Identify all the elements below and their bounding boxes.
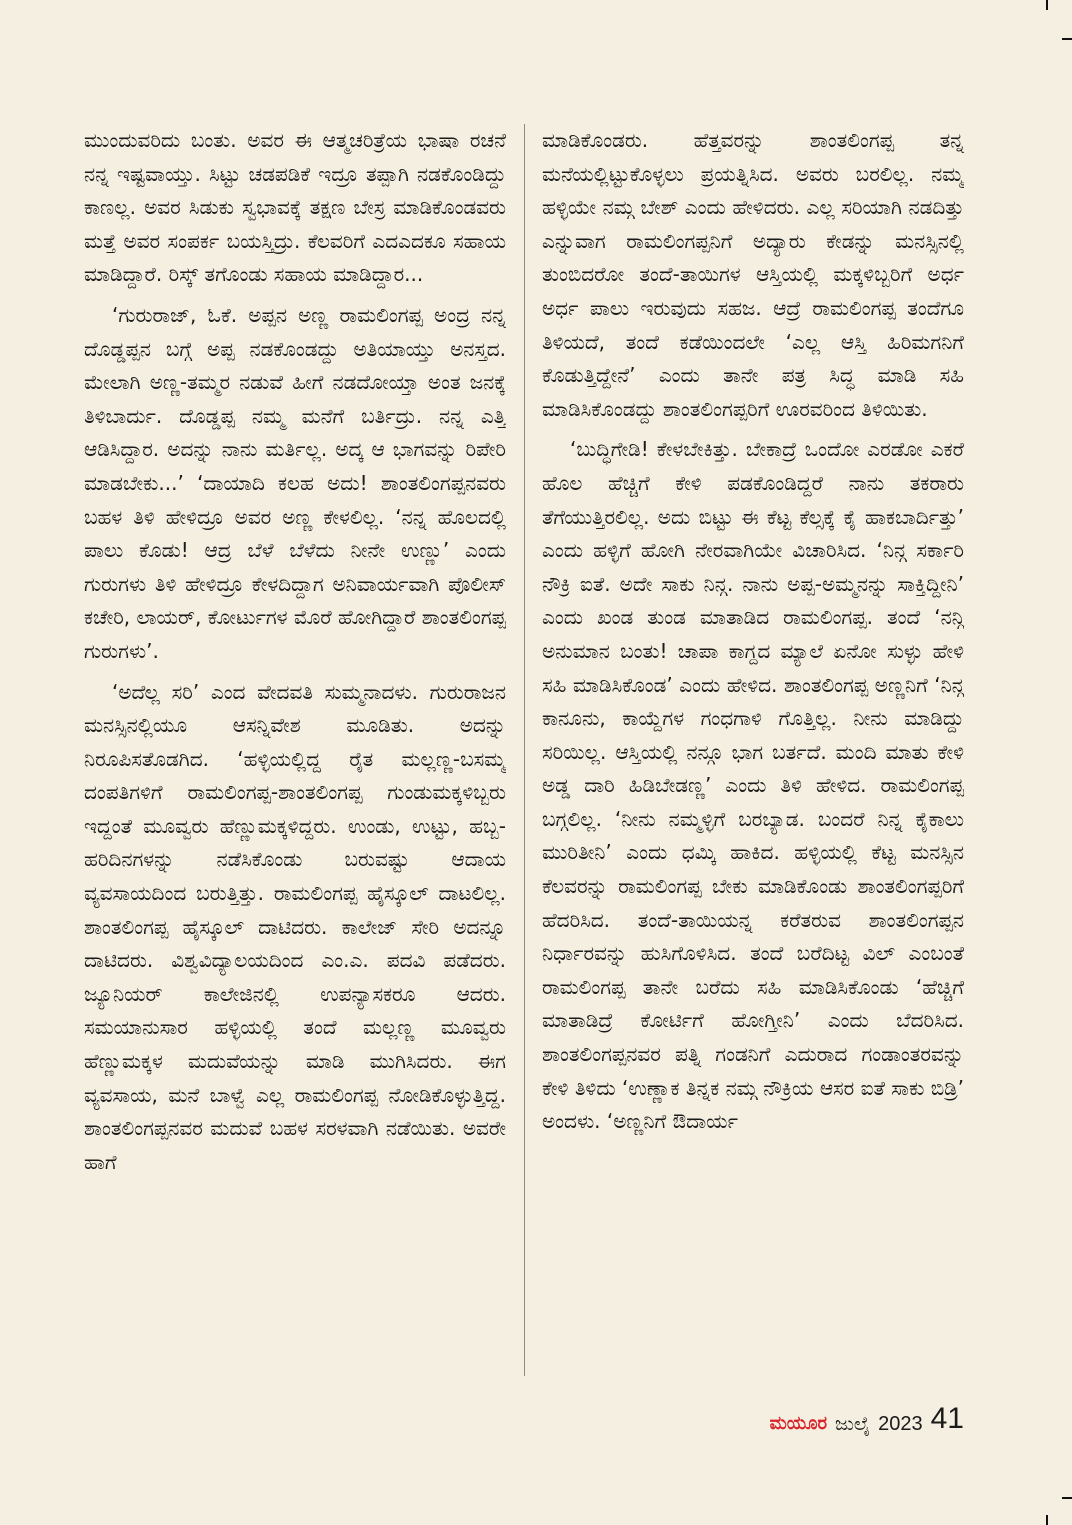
paragraph: ಮುಂದುವರಿದು ಬಂತು. ಅವರ ಈ ಆತ್ಮಚರಿತ್ರೆಯ ಭಾಷಾ ರಚನೆ ನನ್ನ ಇಷ್ಟವಾಯ್ತು. ಸಿಟ್ಟು ಚಡಪಡಿಕೆ ಇದ್ರೂ ತಪ್ಪಾಗಿ ನಡಕೊಂಡಿದ್ದು ಕಾಣಲ್ಲ. ಅವರ ಸಿಡುಕು ಸ್ವಭಾವಕ್ಕೆ ತಕ್ಷಣ ಬೇಸ್ರ ಮಾಡಿಕೊಂಡವರು ಮತ್ತೆ ಅವರ ಸಂಪರ್ಕ ಬಯಸ್ತಿದ್ರು. ಕೆಲವರಿಗೆ ಎದಎದಕೂ ಸಹಾಯ ಮಾಡಿದ್ದಾರೆ. ರಿಸ್ಕ್ ತಗೊಂಡು ಸಹಾಯ ಮಾಡಿದ್ದಾರ...	[84, 128, 506, 287]
paragraph: ‘ಬುದ್ಧಿಗೇಡಿ! ಕೇಳಬೇಕಿತ್ತು. ಬೇಕಾದ್ರೆ ಒಂದೋ ಎರಡೋ ಎಕರೆ ಹೊಲ ಹೆಚ್ಚಿಗೆ ಕೇಳಿ ಪಡಕೊಂಡಿದ್ದರೆ ನಾನು ತಕರಾರು ತೆಗೆಯುತ್ತಿರಲಿಲ್ಲ. ಅದು ಬಿಟ್ಟು ಈ ಕೆಟ್ಟ ಕೆಲ್ಸಕ್ಕೆ ಕೈ ಹಾಕಬಾರ್ದಿತ್ತು’ ಎಂದು ಹಳ್ಳಿಗೆ ಹೋಗಿ ನೇರವಾಗಿಯೇ ವಿಚಾರಿಸಿದ. ‘ನಿನ್ಗ ಸರ್ಕಾರಿ ನೌಕ್ರಿ ಐತೆ. ಅದೇ ಸಾಕು ನಿನ್ಗ. ನಾನು ಅಪ್ಪ-ಅಮ್ಮನನ್ನು ಸಾಕ್ತಿದ್ದೀನಿ’ ಎಂದು ಖಂಡ ತುಂಡ ಮಾತಾಡಿದ ರಾಮಲಿಂಗಪ್ಪ. ತಂದೆ ‘ನನ್ಗಿ ಅನುಮಾನ ಬಂತು! ಚಾಪಾ ಕಾಗ್ದದ ಮ್ಯಾಲೆ ಏನೋ ಸುಳ್ಳು ಹೇಳಿ ಸಹಿ ಮಾಡಿಸಿಕೊಂಡ’ ಎಂದು ಹೇಳಿದ. ಶಾಂತಲಿಂಗಪ್ಪ ಅಣ್ಣನಿಗೆ ‘ನಿನ್ಗ ಕಾನೂನು, ಕಾಯ್ದೆಗಳ ಗಂಧಗಾಳಿ ಗೊತ್ತಿಲ್ಲ. ನೀನು ಮಾಡಿದ್ದು ಸರಿಯಿಲ್ಲ. ಆಸ್ತಿಯಲ್ಲಿ ನನ್ಗೂ ಭಾಗ ಬರ್ತದೆ. ಮಂದಿ ಮಾತು ಕೇಳಿ ಅಡ್ಡ ದಾರಿ ಹಿಡಿಬೇಡಣ್ಣ’ ಎಂದು ತಿಳಿ ಹೇಳಿದ. ರಾಮಲಿಂಗಪ್ಪ ಬಗ್ಗಲಿಲ್ಲ. ‘ನೀನು ನಮ್ಮಳ್ಳಿಗೆ ಬರಬ್ಯಾಡ. ಬಂದರೆ ನಿನ್ನ ಕೈಕಾಲು ಮುರಿತೀನಿ’ ಎಂದು ಧಮ್ಕಿ ಹಾಕಿದ. ಹಳ್ಳಿಯಲ್ಲಿ ಕೆಟ್ಟ ಮನಸ್ಸಿನ ಕೆಲವರನ್ನು ರಾಮಲಿಂಗಪ್ಪ ಬೇಕು ಮಾಡಿಕೊಂಡು ಶಾಂತಲಿಂಗಪ್ಪರಿಗೆ ಹೆದರಿಸಿದ. ತಂದೆ-ತಾಯಿಯನ್ನ ಕರೆತರುವ ಶಾಂತಲಿಂಗಪ್ಪನ ನಿರ್ಧಾರವನ್ನು ಹುಸಿಗೊಳಿಸಿದ. ತಂದೆ ಬರೆದಿಟ್ಟ ವಿಲ್ ಎಂಬಂತೆ ರಾಮಲಿಂಗಪ್ಪ ತಾನೇ ಬರೆದು ಸಹಿ ಮಾಡಿಸಿಕೊಂಡು ‘ಹೆಚ್ಚಿಗೆ ಮಾತಾಡಿದ್ರೆ ಕೋರ್ಟಿಗೆ ಹೋಗ್ತೀನಿ’ ಎಂದು ಬೆದರಿಸಿದ. ಶಾಂತಲಿಂಗಪ್ಪನವರ ಪತ್ನಿ ಗಂಡನಿಗೆ ಎದುರಾದ ಗಂಡಾಂತರವನ್ನು ಕೇಳಿ ತಿಳಿದು ‘ಉಣ್ಣಾಕ ತಿನ್ನಕ ನಮ್ಗ ನೌಕ್ರಿಯ ಆಸರ ಐತೆ ಸಾಕು ಬಿಡ್ರಿ’ ಅಂದಳು. ‘ಅಣ್ಣನಿಗೆ ಔದಾರ್ಯ	[542, 437, 964, 1134]
page-number: 41	[930, 1402, 964, 1435]
crop-mark	[1062, 38, 1072, 40]
right-column	[542, 124, 964, 1384]
page-footer	[700, 1392, 964, 1436]
paragraph: ‘ಅದೆಲ್ಲ ಸರಿ’ ಎಂದ ವೇದವತಿ ಸುಮ್ಮನಾದಳು. ಗುರುರಾಜನ ಮನಸ್ಸಿನಲ್ಲಿಯೂ ಆಸನ್ನಿವೇಶ ಮೂಡಿತು. ಅದನ್ನು ನಿರೂಪಿಸತೊಡಗಿದ. ‘ಹಳ್ಳಿಯಲ್ಲಿದ್ದ ರೈತ ಮಲ್ಲಣ್ಣ-ಬಸಮ್ಮ ದಂಪತಿಗಳಿಗೆ ರಾಮಲಿಂಗಪ್ಪ-ಶಾಂತಲಿಂಗಪ್ಪ ಗುಂಡುಮಕ್ಕಳಿಬ್ಬರು ಇದ್ದಂತೆ ಮೂವ್ವರು ಹೆಣ್ಣುಮಕ್ಕಳಿದ್ದರು. ಉಂಡು, ಉಟ್ಟು, ಹಬ್ಬ-ಹರಿದಿನಗಳನ್ನು ನಡೆಸಿಕೊಂಡು ಬರುವಷ್ಟು ಆದಾಯ ವ್ಯವಸಾಯದಿಂದ ಬರುತ್ತಿತ್ತು. ರಾಮಲಿಂಗಪ್ಪ ಹೈಸ್ಕೂಲ್ ದಾಟಲಿಲ್ಲ. ಶಾಂತಲಿಂಗಪ್ಪ ಹೈಸ್ಕೂಲ್ ದಾಟಿದರು. ಕಾಲೇಜ್ ಸೇರಿ ಅದನ್ನೂ ದಾಟಿದರು. ವಿಶ್ವವಿದ್ಯಾಲಯದಿಂದ ಎಂ.ಎ. ಪದವಿ ಪಡೆದರು. ಜ್ಯೂನಿಯರ್ ಕಾಲೇಜಿನಲ್ಲಿ ಉಪನ್ಯಾಸಕರೂ ಆದರು. ಸಮಯಾನುಸಾರ ಹಳ್ಳಿಯಲ್ಲಿ ತಂದೆ ಮಲ್ಲಣ್ಣ ಮೂವ್ವರು ಹೆಣ್ಣುಮಕ್ಕಳ ಮದುವೆಯನ್ನು ಮಾಡಿ ಮುಗಿಸಿದರು. ಈಗ ವ್ಯವಸಾಯ, ಮನೆ ಬಾಳ್ವೆ ಎಲ್ಲ ರಾಮಲಿಂಗಪ್ಪ ನೋಡಿಕೊಳ್ಳುತ್ತಿದ್ದ. ಶಾಂತಲಿಂಗಪ್ಪನವರ ಮದುವೆ ಬಹಳ ಸರಳವಾಗಿ ನಡೆಯಿತು. ಅವರೇ ಹಾಗೆ	[84, 679, 506, 1174]
issue-month: ಜುಲೈ	[835, 1413, 871, 1435]
issue-year: 2023	[878, 1413, 923, 1435]
crop-mark	[1046, 0, 1048, 10]
paragraph: ಮಾಡಿಕೊಂಡರು. ಹೆತ್ತವರನ್ನು ಶಾಂತಲಿಂಗಪ್ಪ ತನ್ನ ಮನೆಯಲ್ಲಿಟ್ಟುಕೊಳ್ಳಲು ಪ್ರಯತ್ನಿಸಿದ. ಅವರು ಬರಲಿಲ್ಲ. ನಮ್ಮ ಹಳ್ಳಿಯೇ ನಮ್ಗ ಬೇಶ್ ಎಂದು ಹೇಳಿದರು. ಎಲ್ಲ ಸರಿಯಾಗಿ ನಡದಿತ್ತು ಎನ್ನುವಾಗ ರಾಮಲಿಂಗಪ್ಪನಿಗೆ ಅದ್ಯಾರು ಕೇಡನ್ನು ಮನಸ್ಸಿನಲ್ಲಿ ತುಂಬಿದರೋ ತಂದೆ-ತಾಯಿಗಳ ಆಸ್ತಿಯಲ್ಲಿ ಮಕ್ಕಳಿಬ್ಬರಿಗೆ ಅರ್ಧ ಅರ್ಧ ಪಾಲು ಇರುವುದು ಸಹಜ. ಆದ್ರೆ ರಾಮಲಿಂಗಪ್ಪ ತಂದೆಗೂ ತಿಳಿಯದೆ, ತಂದೆ ಕಡೆಯಿಂದಲೇ ‘ಎಲ್ಲ ಆಸ್ತಿ ಹಿರಿಮಗನಿಗೆ ಕೊಡುತ್ತಿದ್ದೇನೆ’ ಎಂದು ತಾನೇ ಪತ್ರ ಸಿದ್ಧ ಮಾಡಿ ಸಹಿ ಮಾಡಿಸಿಕೊಂಡದ್ದು ಶಾಂತಲಿಂಗಪ್ಪರಿಗೆ ಊರವರಿಂದ ತಿಳಿಯಿತು.	[542, 128, 964, 421]
crop-mark	[1046, 1515, 1048, 1525]
magazine-name: ಮಯೂರ	[769, 1413, 828, 1434]
paragraph: ‘ಗುರುರಾಜ್, ಓಕೆ. ಅಪ್ಪನ ಅಣ್ಣ ರಾಮಲಿಂಗಪ್ಪ ಅಂದ್ರ ನನ್ನ ದೊಡ್ಡಪ್ಪನ ಬಗ್ಗೆ ಅಪ್ಪ ನಡಕೊಂಡದ್ದು ಅತಿಯಾಯ್ತು ಅನಸ್ತದ. ಮೇಲಾಗಿ ಅಣ್ಣ-ತಮ್ಮರ ನಡುವೆ ಹೀಗೆ ನಡದೋಯ್ತಾ ಅಂತ ಜನಕ್ಕೆ ತಿಳಿಬಾರ್ದು. ದೊಡ್ಡಪ್ಪ ನಮ್ಮ ಮನೆಗೆ ಬರ್ತಿದ್ರು. ನನ್ನ ಎತ್ತಿ ಆಡಿಸಿದ್ದಾರ. ಅದನ್ನು ನಾನು ಮರ್ತಿಲ್ಲ. ಅದ್ಕ ಆ ಭಾಗವನ್ನು ರಿಪೇರಿ ಮಾಡಬೇಕು...’ ‘ದಾಯಾದಿ ಕಲಹ ಅದು! ಶಾಂತಲಿಂಗಪ್ಪನವರು ಬಹಳ ತಿಳಿ ಹೇಳಿದ್ರೂ ಅವರ ಅಣ್ಣ ಕೇಳಲಿಲ್ಲ. ‘ನನ್ನ ಹೊಲದಲ್ಲಿ ಪಾಲು ಕೊಡು! ಆದ್ರ ಬೆಳೆ ಬೆಳೆದು ನೀನೇ ಉಣ್ಣು’ ಎಂದು ಗುರುಗಳು ತಿಳಿ ಹೇಳಿದ್ರೂ ಕೇಳದಿದ್ದಾಗ ಅನಿವಾರ್ಯವಾಗಿ ಪೊಲೀಸ್ ಕಚೇರಿ, ಲಾಯರ್, ಕೋರ್ಟುಗಳ ಮೊರೆ ಹೋಗಿದ್ದಾರೆ ಶಾಂತಲಿಂಗಪ್ಪ ಗುರುಗಳು’.	[84, 302, 506, 663]
column-divider	[524, 124, 525, 1376]
left-column	[84, 124, 506, 1384]
crop-mark	[1062, 1497, 1072, 1499]
